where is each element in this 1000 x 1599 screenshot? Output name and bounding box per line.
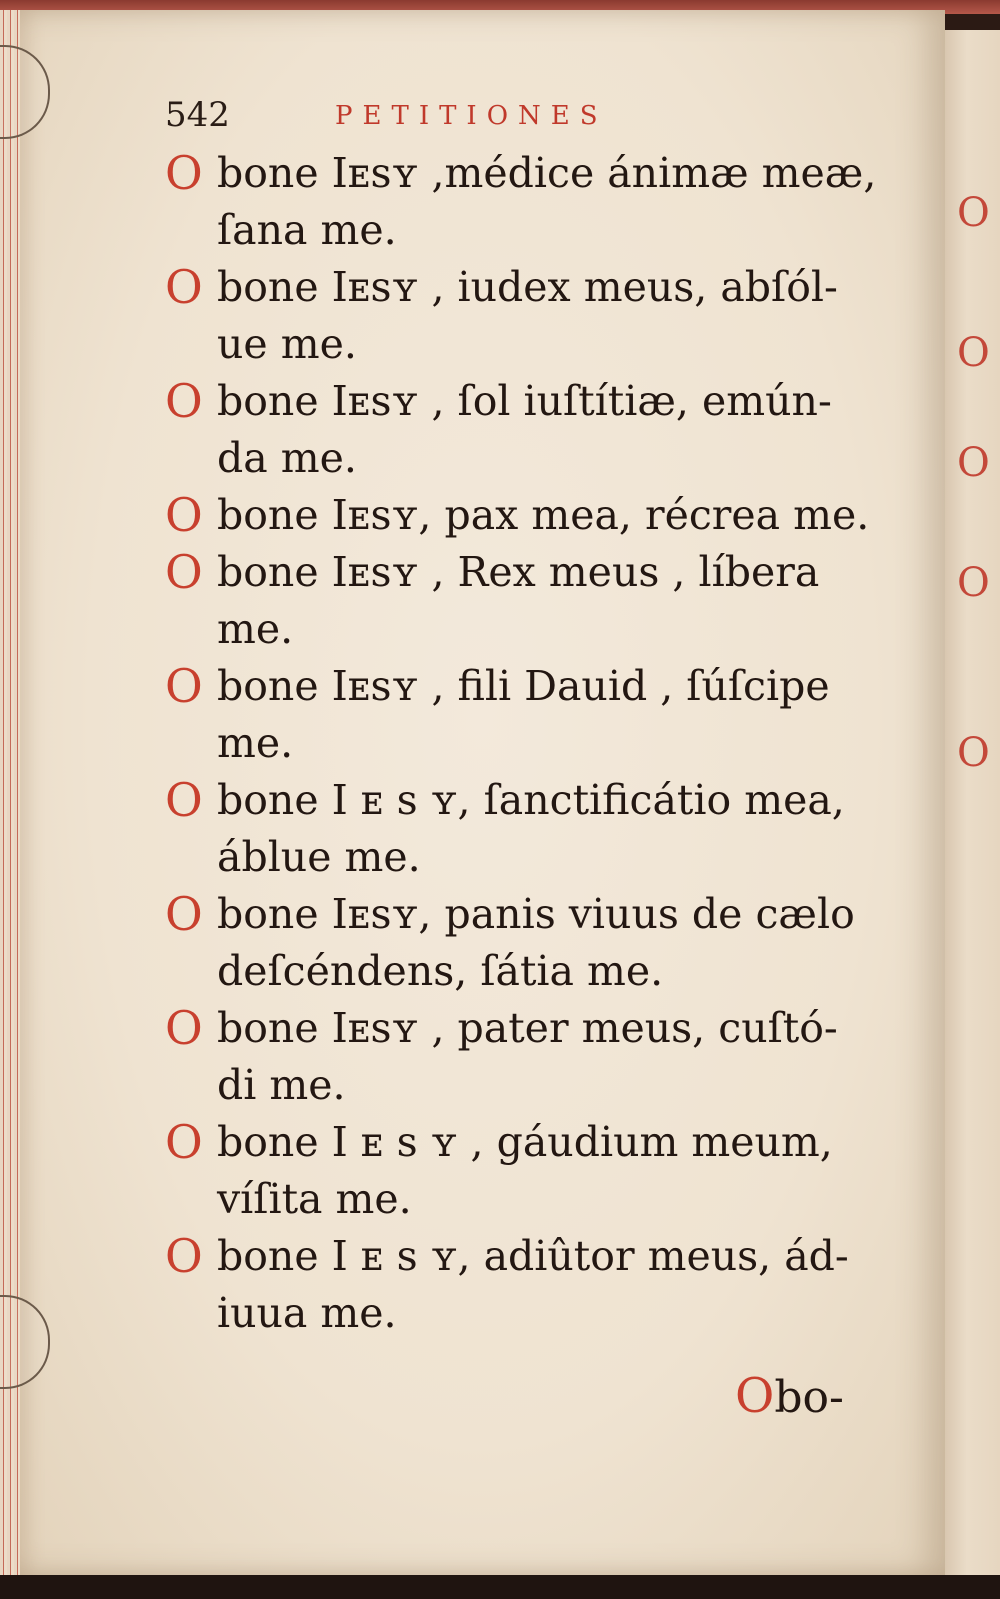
petition-line: da me. (217, 434, 357, 482)
rubric-initial: O (165, 545, 203, 599)
petition-entry (165, 772, 865, 886)
petition-line: bone Iᴇsʏ ,médice ánimæ meæ, (217, 149, 877, 197)
petition-line: áblue me. (217, 833, 421, 881)
catchword (735, 1368, 844, 1424)
petition-list (165, 145, 877, 1342)
petition-line: deſcéndens, ſátia me. (217, 947, 664, 995)
petition-line: iuua me. (217, 1289, 397, 1337)
background-edge (0, 1575, 1000, 1599)
rubric-initial: O (165, 887, 203, 941)
petition-line: bone I ᴇ s ʏ, adiûtor meus, ád- (217, 1232, 849, 1280)
rubric-initial: O (165, 488, 203, 542)
rubric-initial: O (165, 1229, 203, 1283)
catchword-text: bo- (774, 1372, 844, 1423)
petition-line: ſana me. (217, 206, 397, 254)
rubric-initial: O (165, 260, 203, 314)
rubric-initial: O (165, 1115, 203, 1169)
petition-line: me. (217, 719, 294, 767)
facing-initial-mark: O (957, 440, 990, 486)
petition-line: bone Iᴇsʏ, panis viuus de cælo (217, 890, 855, 938)
petition-entry (165, 487, 870, 544)
petition-entry (165, 544, 865, 658)
rubric-initial: O (165, 773, 203, 827)
petition-entry (165, 658, 865, 772)
facing-page-edge (945, 30, 1000, 1590)
petition-line: bone Iᴇsʏ , ſol iuſtítiæ, emún- (217, 377, 832, 425)
petition-entry (165, 1000, 865, 1114)
catchword-initial: O (735, 1368, 775, 1424)
facing-initial-mark: O (957, 560, 990, 606)
petition-entry (165, 259, 865, 373)
petition-entry (165, 1114, 865, 1228)
rubric-initial: O (165, 146, 203, 200)
petition-line: bone I ᴇ s ʏ, ſanctificátio mea, (217, 776, 845, 824)
facing-initial-mark: O (957, 330, 990, 376)
petition-entry (165, 1228, 865, 1342)
petition-line: di me. (217, 1061, 346, 1109)
petition-line: bone Iᴇsʏ, pax mea, récrea me. (217, 491, 870, 539)
page-number: 542 (165, 95, 230, 135)
petition-line: me. (217, 605, 294, 653)
running-head (165, 95, 865, 145)
petition-line: bone Iᴇsʏ , pater meus, cuſtó- (217, 1004, 838, 1052)
rubric-initial: O (165, 659, 203, 713)
rubric-initial: O (165, 374, 203, 428)
petition-entry (165, 373, 865, 487)
petition-line: bone Iᴇsʏ , Rex meus , líbera (217, 548, 820, 596)
petition-line: bone I ᴇ s ʏ , gáudium meum, (217, 1118, 833, 1166)
petition-entry (165, 886, 865, 1000)
petition-line: bone Iᴇsʏ , iudex meus, abſól- (217, 263, 838, 311)
petition-line: víſita me. (217, 1175, 412, 1223)
petition-line: ue me. (217, 320, 357, 368)
facing-initial-mark: O (957, 190, 990, 236)
petition-line: bone Iᴇsʏ , fili Dauid , ſúſcipe (217, 662, 830, 710)
petition-entry (165, 145, 877, 259)
facing-initial-mark: O (957, 730, 990, 776)
running-title: PETITIONES (335, 101, 608, 131)
rubric-initial: O (165, 1001, 203, 1055)
